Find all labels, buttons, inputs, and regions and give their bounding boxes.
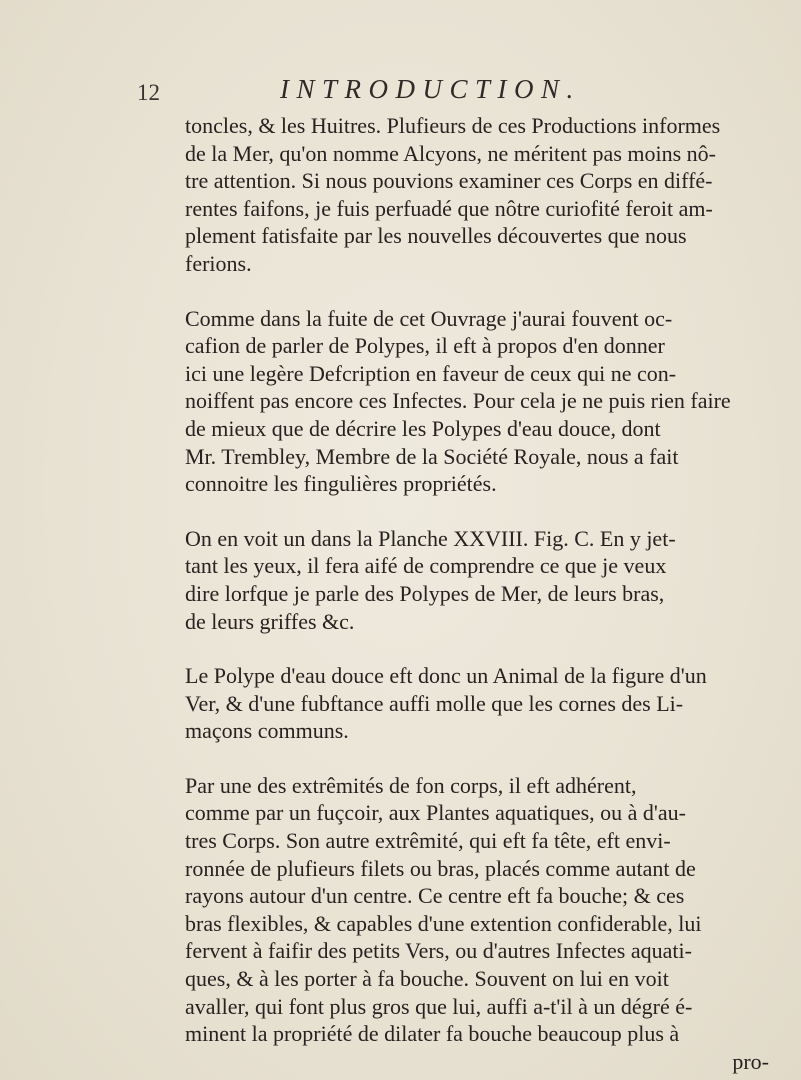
text-line: Comme dans la fuite de cet Ouvrage j'aurai fouvent oc- xyxy=(185,305,673,331)
text-line: plement fatisfaite par les nouvelles découvertes que nous xyxy=(185,223,687,249)
text-line: Ver, & d'une fubftance auffi molle que les cornes des Li- xyxy=(185,690,684,716)
body-text xyxy=(185,112,785,1075)
text-line: comme par un fuçcoir, aux Plantes aquatiques, ou à d'au- xyxy=(185,800,686,826)
paragraph-gap xyxy=(185,635,785,662)
text-line: tant les yeux, il fera aifé de comprendre ce que je veux xyxy=(185,553,667,579)
page-number: 12 xyxy=(137,80,160,105)
catchword: pro- xyxy=(732,1048,769,1074)
text-line: On en voit un dans la Planche XXVIII. Fig. C. En y jet- xyxy=(185,525,676,551)
text-line: de leurs griffes &c. xyxy=(185,608,355,634)
text-line: Le Polype d'eau douce eft donc un Animal de la figure d'un xyxy=(185,663,707,689)
text-line: noiffent pas encore ces Infectes. Pour cela je ne puis rien faire xyxy=(185,388,731,414)
text-line: avaller, qui font plus gros que lui, auffi a-t'il à un dégré é- xyxy=(185,993,693,1019)
paragraph-gap xyxy=(185,498,785,525)
text-line: rentes faifons, je fuis perfuadé que nôtre curiofité feroit am- xyxy=(185,195,713,221)
text-line: toncles, & les Huitres. Plufieurs de ces Productions informes xyxy=(185,113,721,138)
text-line: minent la propriété de dilater fa bouche beaucoup plus à xyxy=(185,1021,680,1047)
text-line: connoitre les fingulières propriétés. xyxy=(185,471,497,497)
text-line: de la Mer, qu'on nomme Alcyons, ne méritent pas moins nô- xyxy=(185,140,716,166)
text-line: bras flexibles, & capables d'une extention confiderable, lui xyxy=(185,910,702,936)
text-line: rayons autour d'un centre. Ce centre eft fa bouche; & ces xyxy=(185,883,685,909)
text-line: dire lorfque je parle des Polypes de Mer, de leurs bras, xyxy=(185,580,665,606)
text-line: ques, & à les porter à fa bouche. Souvent on lui en voit xyxy=(185,966,669,992)
running-title: INTRODUCTION. xyxy=(280,74,581,104)
text-line: cafion de parler de Polypes, il eft à propos d'en donner xyxy=(185,333,665,359)
text-line: Par une des extrêmités de fon corps, il eft adhérent, xyxy=(185,772,637,798)
text-line: ferions. xyxy=(185,250,252,276)
paragraph-gap xyxy=(185,278,785,305)
text-line: fervent à faifir des petits Vers, ou d'autres Infectes aquati- xyxy=(185,938,692,964)
paragraph-gap xyxy=(185,745,785,772)
text-line: tres Corps. Son autre extrêmité, qui eft fa tête, eft envi- xyxy=(185,828,671,854)
text-line: tre attention. Si nous pouvions examiner ces Corps en diffé- xyxy=(185,168,713,194)
text-line: Mr. Trembley, Membre de la Société Royale, nous a fait xyxy=(185,443,679,469)
text-line: ici une legère Defcription en faveur de ceux qui ne con- xyxy=(185,360,677,386)
text-line: maçons communs. xyxy=(185,718,349,744)
text-line: de mieux que de décrire les Polypes d'eau douce, dont xyxy=(185,415,661,441)
text-line: ronnée de plufieurs filets ou bras, placés comme autant de xyxy=(185,855,696,881)
page-header xyxy=(0,52,801,105)
